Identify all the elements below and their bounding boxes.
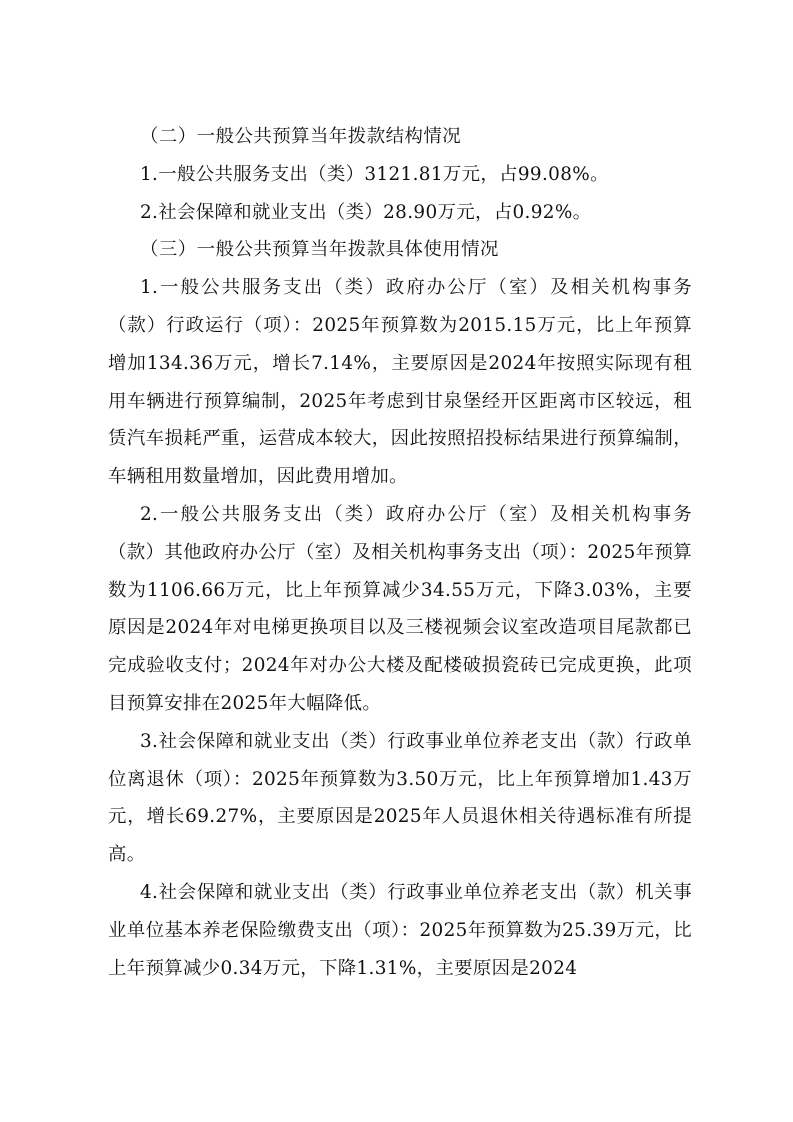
usage-paragraph-4: 4.社会保障和就业支出（类）行政事业单位养老支出（款）机关事业单位基本养老保险缴费支出（项）：2025年预算数为25.39万元，比上年预算减少0.34万元，下降1.31%，主要原因是2024 <box>108 881 692 979</box>
usage-paragraph-3: 3.社会保障和就业支出（类）行政事业单位养老支出（款）行政单位离退休（项）：2025年预算数为3.50万元，比上年预算增加1.43万元，增长69.27%，主要原因是2025年人员退休相关待遇标准有所提高。 <box>108 730 692 866</box>
document-body <box>108 118 692 987</box>
section-heading-2: （二）一般公共预算当年拨款结构情况 <box>140 126 462 147</box>
section-heading-3: （三）一般公共预算当年拨款具体使用情况 <box>140 239 499 261</box>
usage-paragraph-2: 2.一般公共服务支出（类）政府办公厅（室）及相关机构事务（款）其他政府办公厅（室）及相关机构事务支出（项）：2025年预算数为1106.66万元，比上年预算减少34.55万元，下降3.03%，主要原因是2024年对电梯更换项目以及三楼视频会议室改造项目尾款都已完成验收支付；2024年对办公大楼及配楼破损瓷砖已完成更换，此项目预算安排在2025年大幅降低。 <box>108 503 692 714</box>
usage-paragraph-1: 1.一般公共服务支出（类）政府办公厅（室）及相关机构事务（款）行政运行（项）：2025年预算数为2015.15万元，比上年预算增加134.36万元，增长7.14%，主要原因是2024年按照实际现有租用车辆进行预算编制，2025年考虑到甘泉堡经开区距离市区较远，租赁汽车损耗严重，运营成本较大，因此按照招投标结果进行预算编制，车辆租用数量增加，因此费用增加。 <box>108 277 692 488</box>
structure-item-1: 1.一般公共服务支出（类）3121.81万元，占99.08%。 <box>140 163 609 185</box>
structure-item-2: 2.社会保障和就业支出（类）28.90万元，占0.92%。 <box>140 201 592 223</box>
